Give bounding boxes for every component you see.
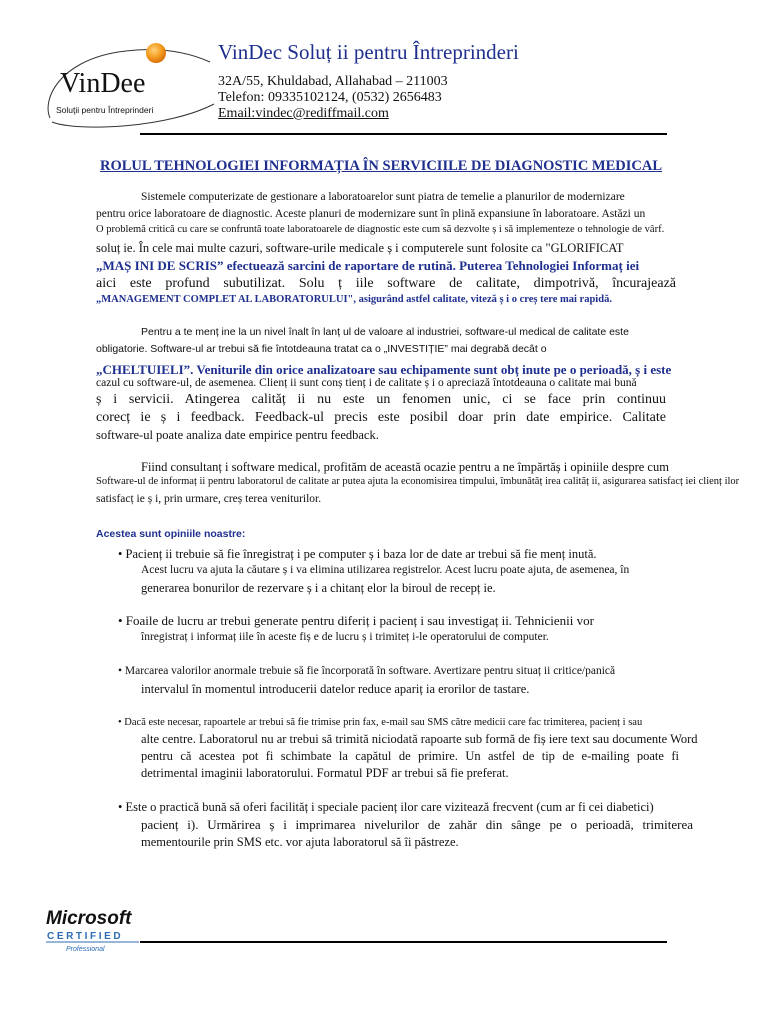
para1-line: aici este profund subutilizat. Solu ț iile software de calitate, dimpotrivă, încurajează — [96, 276, 676, 291]
para2-line: „CHELTUIELI”. Veniturile din orice analizatoare sau echipamente sunt obț inute pe o perioadă, ș i este — [96, 362, 672, 377]
para2-line: cazul cu software-ul, de asemenea. Clienț ii sunt conș tienț i de calitate ș i o apreciază întotdeauna o calitate mai bună — [96, 377, 637, 389]
para2-line: Pentru a te menț ine la un nivel înalt în lanț ul de valoare al industriei, software-ul medical de calitate este — [141, 326, 629, 338]
svg-text:Soluţii pentru Întreprinderi: Soluţii pentru Întreprinderi — [56, 105, 154, 115]
company-email-link[interactable]: Email:vindec@rediffmail.com — [218, 106, 389, 121]
svg-text:CERTIFIED: CERTIFIED — [47, 931, 124, 942]
bullet-item: • Foaile de lucru ar trebui generate pentru diferiț i pacienț i sau investigaț ii. Tehnicienii vor — [118, 613, 594, 628]
para2-line: corecț ie ș i feedback. Feedback-ul precis este posibil doar prin date empirice. Calitate — [96, 410, 666, 425]
para2-line: ș i servicii. Atingerea calităț ii nu este un fenomen unic, ci se face prin continuu — [96, 392, 666, 407]
company-address: 32A/55, Khuldabad, Allahabad – 211003 — [218, 74, 448, 89]
svg-text:Professional: Professional — [66, 946, 105, 953]
footer-divider — [140, 941, 667, 943]
para1-line: soluț ie. În cele mai multe cazuri, software-urile medicale ș i computerele sunt folosite ca "GLORIFICAT — [96, 241, 624, 255]
bullet-line: detrimental imaginii laboratorului. Formatul PDF ar trebui să fie preferat. — [141, 766, 509, 780]
bullet-line: Acest lucru va ajuta la căutare ș i va elimina utilizarea registrelor. Acest lucru poate ajuta, de asemenea, în — [141, 564, 630, 576]
bullet-line: înregistraț i informaț iile în aceste fiș e de lucru ș i trimiteț i-le operatorului de computer. — [141, 631, 549, 643]
bullet-item: • Marcarea valorilor anormale trebuie să fie încorporată în software. Avertizare pentru situaț ii critice/panică — [118, 665, 616, 677]
para3-line: satisfacț ie ș i, prin urmare, creș terea veniturilor. — [96, 493, 322, 505]
bullet-line: pentru că acestea pot fi schimbate la capătul de primire. Un astfel de tip de e-mailing poate fi — [141, 749, 679, 763]
para1-line: „MANAGEMENT COMPLET AL LABORATORULUI", asigurând astfel calitate, viteză ș i o creș tere mai rapidă. — [96, 294, 612, 305]
vindee-logo — [38, 40, 218, 130]
header-divider — [140, 133, 667, 135]
para3-line: Fiind consultanț i software medical, profităm de această ocazie pentru a ne împărtăș i opiniile despre cum — [141, 460, 669, 474]
bullet-line: alte centre. Laboratorul nu ar trebui să trimită niciodată rapoarte sub formă de fiș iere text sau documente Word — [141, 732, 698, 746]
para3-line: Software-ul de informaț ii pentru laboratorul de calitate ar putea ajuta la economisirea timpului, îmbunătăț irea calităț ii, asigurarea satisfacț iei clienț ilor — [96, 476, 740, 487]
bullet-line: pacienț i). Urmărirea ș i imprimarea nivelurilor de zahăr din sânge pe o perioadă, trimiterea — [141, 817, 693, 832]
opinions-heading: Acestea sunt opiniile noastre: — [96, 528, 246, 540]
bullet-item: • Pacienț ii trebuie să fie înregistraț i pe computer ș i baza lor de date ar trebui să fie menț inută. — [118, 547, 597, 561]
bullet-item: • Este o practică bună să oferi facilităț i speciale pacienț ilor care vizitează frecvent (cum ar fi cei diabetici) — [118, 800, 654, 814]
para2-line: software-ul poate analiza date empirice pentru feedback. — [96, 428, 379, 442]
microsoft-certified-logo — [44, 906, 144, 956]
para1-line: pentru orice laboratoare de diagnostic. Aceste planuri de modernizare sunt în plină expansiune în laboratoare. Astăzi un — [96, 208, 646, 220]
para1-line: Sistemele computerizate de gestionare a laboratoarelor sunt piatra de temelie a planurilor de modernizare — [141, 191, 625, 203]
bullet-line: generarea bonurilor de rezervare ș i a chitanț elor la biroul de recepț ie. — [141, 581, 496, 595]
svg-text:VinDee: VinDee — [60, 68, 146, 99]
company-name: VinDec Soluț ii pentru Întreprinderi — [218, 40, 519, 64]
bullet-item: • Dacă este necesar, rapoartele ar trebui să fie trimise prin fax, e-mail sau SMS către medicii care fac trimiterea, pacienț i sau — [118, 717, 643, 728]
document-title: ROLUL TEHNOLOGIEI INFORMAȚIA ÎN SERVICIILE DE DIAGNOSTIC MEDICAL — [99, 158, 663, 174]
bullet-line: mementourile prin SMS etc. vor ajuta laboratorul să îi păstreze. — [141, 835, 459, 849]
para1-line: O problemă critică cu care se confruntă toate laboratoarele de diagnostic este cum să dezvolte ș i să implementeze o tehnologie de vârf. — [96, 224, 665, 235]
para2-line: obligatorie. Software-ul ar trebui să fie întotdeauna tratat ca o „INVESTIȚIE” mai degrabă decât o — [96, 343, 547, 355]
svg-text:Microsoft: Microsoft — [46, 908, 132, 929]
bullet-line: intervalul în momentul introducerii datelor reduce apariț ia erorilor de tastare. — [141, 682, 530, 696]
company-phone: Telefon: 09335102124, (0532) 2656483 — [218, 90, 442, 105]
para1-line: „MAȘ INI DE SCRIS” efectuează sarcini de raportare de rutină. Puterea Tehnologiei Informaț iei — [96, 258, 640, 273]
